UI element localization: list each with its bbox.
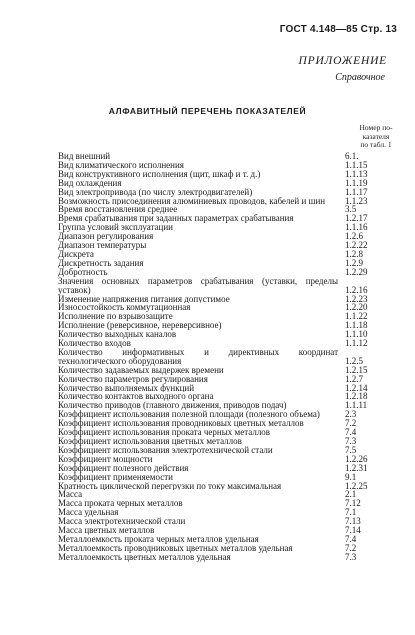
indicator-name: Количество приводов (главного движения, приводов подач) [58, 401, 287, 411]
list-item [58, 339, 403, 348]
list-item [58, 553, 403, 562]
indicator-name: Металлоемкость проводниковых цветных металлов удельная [58, 543, 293, 553]
indicator-ref: 1.2.7 [345, 373, 363, 384]
indicator-name: Металлоемкость цветных металлов удельная [58, 552, 231, 562]
indicator-name: Износостойкость коммутационная [58, 303, 191, 313]
indicator-name: Коэффициент использования электротехнической стали [58, 445, 273, 455]
indicator-name: Коэффициент полезного действия [58, 463, 189, 473]
indicator-ref: 1.1.18 [345, 320, 368, 331]
indicator-ref: 1.1.16 [345, 222, 368, 233]
indicator-name: Количество задаваемых выдержек времени [58, 365, 224, 375]
indicator-name: Масса проката черных металлов [58, 499, 183, 509]
indicator-ref: 1.2.8 [345, 248, 363, 259]
indicator-ref: 1.2.31 [345, 462, 368, 473]
indicator-ref: 7.2 [345, 542, 357, 553]
indicator-name: Кратность циклической перегрузки по току максимальная [58, 481, 282, 491]
indicator-name: Масса [58, 490, 83, 500]
column-header-line: казателя [362, 131, 390, 141]
column-header-line: Номер по- [359, 123, 393, 132]
indicator-ref: 1.1.19 [345, 177, 368, 188]
indicator-name: Время срабатывания при заданных параметрах срабатывания [58, 214, 294, 224]
indicator-name: Вид внешний [58, 152, 111, 161]
indicator-name: Коэффициент использования полезной площади (полезного объема) [58, 410, 320, 420]
indicator-name: Коэффициент использования цветных металлов [58, 437, 242, 446]
indicator-name: Вид климатического исполнения [58, 160, 184, 170]
indicator-ref: 1.1.23 [345, 195, 368, 206]
column-header-line: по табл. 1 [360, 140, 392, 149]
indicator-name: Металлоемкость проката черных металлов удельная [58, 534, 259, 544]
indicator-name: Диапазон регулирования [58, 232, 154, 242]
indicator-ref: 7.14 [345, 525, 361, 536]
indicator-name: Масса удельная [58, 508, 119, 518]
indicator-name: Диапазон температуры [58, 241, 147, 250]
indicator-name: Изменение напряжения питания допустимое [58, 294, 230, 304]
list-item [58, 348, 403, 366]
indicator-ref: 1.1.17 [345, 186, 368, 197]
indicator-ref: 7.5 [345, 444, 357, 455]
indicator-ref: 2.1 [345, 489, 357, 500]
indicator-ref: 7.3 [345, 551, 357, 562]
indicator-ref: 1.2.9 [345, 257, 363, 268]
indicator-ref: 1.1.11 [345, 400, 368, 411]
indicator-ref: 9.1 [345, 471, 357, 482]
indicator-ref: 1.2.25 [345, 480, 368, 491]
indicator-ref: 7.12 [345, 498, 361, 509]
indicator-ref: 1.2.23 [345, 293, 368, 304]
indicator-name: Добротность [58, 267, 108, 277]
indicator-ref: 7.1 [345, 507, 357, 518]
appendix-subtitle: Справочное [335, 72, 385, 83]
indicator-name: Масса электротехнической стали [58, 517, 186, 527]
indicator-ref: 1.1.10 [345, 329, 368, 340]
indicator-name: Дискрета [58, 249, 94, 259]
indicator-name: Исполнение (реверсивное, нереверсивное) [58, 321, 222, 331]
indicator-name: Коэффициент мощности [58, 454, 153, 464]
indicator-ref: 1.1.13 [345, 168, 368, 179]
indicator-name: Возможность присоединения алюминиевых проводов, кабелей и шин [58, 196, 326, 206]
indicator-name: Значения основных параметров срабатывания (уставки, пределы уставок) [58, 276, 338, 295]
indicator-ref: 1.1.12 [345, 338, 368, 349]
indicator-name: Коэффициент использования проката черных металлов [58, 428, 271, 437]
appendix-title: ПРИЛОЖЕНИЕ [298, 55, 387, 67]
indicator-name: Коэффициент использования проводниковых цветных металлов [58, 419, 304, 429]
indicator-ref: 1.2.20 [345, 302, 368, 313]
indicator-list [58, 152, 403, 562]
indicator-name: Масса цветных металлов [58, 526, 155, 535]
indicator-name: Время восстановления среднее [58, 205, 178, 215]
indicator-ref: 1.2.29 [345, 266, 368, 277]
list-item [58, 268, 403, 277]
indicator-ref: 1.1.15 [345, 159, 368, 170]
indicator-name: Вид электропривода (по числу электродвигателей) [58, 187, 253, 197]
indicator-ref: 2.3 [345, 409, 357, 420]
indicator-name: Вид охлаждения [58, 178, 122, 188]
indicator-name: Группа условий эксплуатации [58, 223, 173, 233]
indicator-ref: 1.2.17 [345, 213, 368, 224]
indicator-ref: 7.4 [345, 533, 357, 544]
indicator-name: Количество параметров регулирования [58, 374, 208, 384]
indicator-name: Количество выходных каналов [58, 330, 177, 340]
indicator-ref: 1.1.22 [345, 311, 368, 322]
indicator-ref: 1.2.18 [345, 391, 368, 402]
document-title: АЛФАВИТНЫЙ ПЕРЕЧЕНЬ ПОКАЗАТЕЛЕЙ [108, 106, 307, 116]
list-item [58, 277, 403, 295]
indicator-ref: 7.2 [345, 418, 357, 429]
indicator-ref: 3.5 [345, 204, 357, 215]
indicator-name: Количество информативных и директивных координат технологического оборудования [58, 347, 338, 366]
indicator-ref: 1.2.14 [345, 382, 368, 393]
indicator-ref: 7.13 [345, 516, 361, 527]
indicator-name: Дискретность задания [58, 258, 144, 268]
indicator-name: Вид конструктивного исполнения (щит, шкаф и т. д.) [58, 169, 261, 179]
indicator-ref: 1.2.22 [345, 240, 368, 251]
indicator-name: Коэффициент применяемости [58, 472, 173, 482]
indicator-name: Количество выполняемых функций [58, 383, 195, 393]
indicator-name: Исполнение по взрывозащите [58, 312, 173, 322]
indicator-ref: 1.2.15 [345, 364, 368, 375]
indicator-ref: 7.4 [345, 427, 357, 438]
indicator-name: Количество входов [58, 339, 131, 348]
indicator-name: Количество контактов выходного органа [58, 392, 214, 402]
indicator-ref: 6.1. [345, 151, 359, 161]
indicator-ref: 1.2.6 [345, 231, 363, 242]
column-header [347, 124, 405, 150]
indicator-ref: 1.2.5 [345, 355, 363, 366]
indicator-ref: 7.3 [345, 436, 357, 446]
indicator-ref: 1.2.26 [345, 453, 368, 464]
page-header: ГОСТ 4.148—85 Стр. 13 [279, 24, 397, 35]
indicator-ref: 1.2.16 [345, 284, 368, 295]
